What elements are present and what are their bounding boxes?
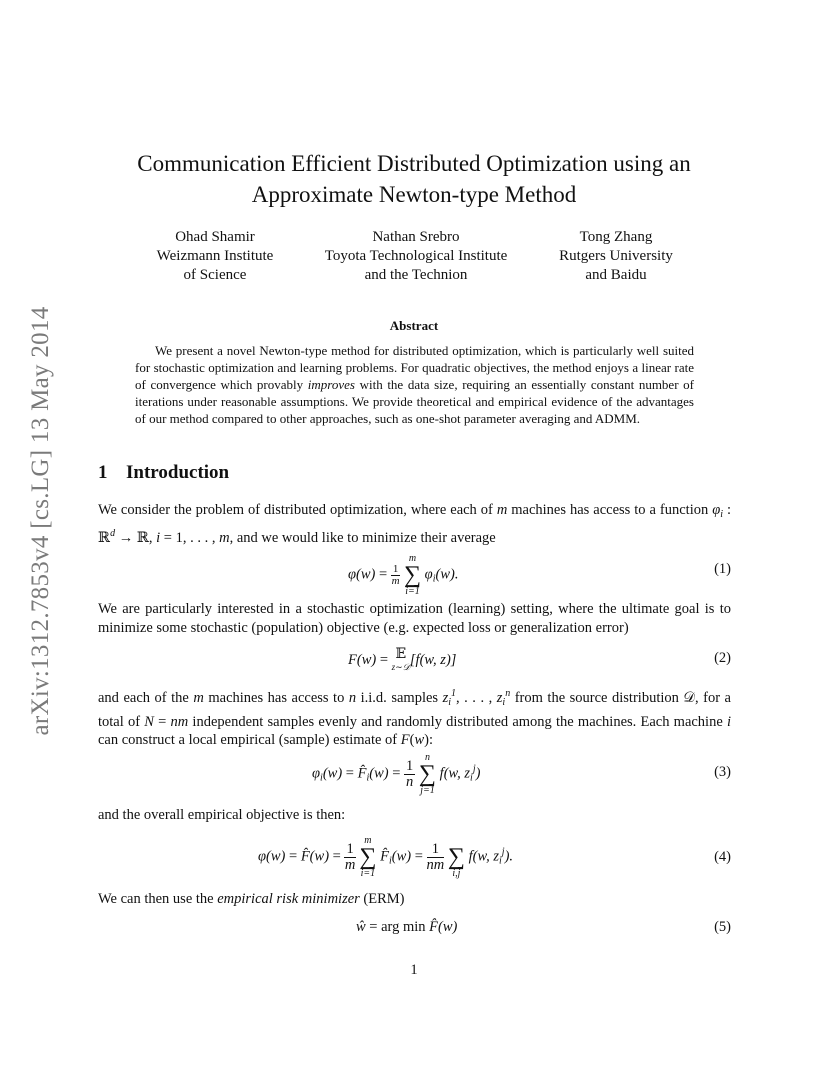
equation-number: (3) — [714, 764, 731, 780]
equation-2: F(w) = 𝔼 z∼𝒟 [f(w, z)] (2) — [348, 647, 731, 672]
equation-number: (5) — [714, 919, 731, 935]
paragraph-1: We consider the problem of distributed optimization, where each of m machines has access to a function $\varphi_i$ : ℝ$^d$ → ℝ, i = 1, . . . , m, and we would like to minimize their average — [98, 502, 731, 546]
text: , and we would like to minimize their average — [229, 529, 496, 546]
author-affiliation: of Science — [183, 267, 247, 283]
arxiv-sidebar-stamp — [24, 286, 58, 756]
equation-number: (1) — [714, 561, 731, 577]
text: and the overall empirical objective is then: — [98, 807, 346, 823]
author-block-3 — [550, 228, 682, 285]
abstract-heading: Abstract — [389, 318, 439, 333]
equation-1: φ(w) = $\frac{1}{m}$ m ∑ i=1 $\varphi_i(w)$. (1) — [348, 553, 731, 597]
text: i.i.d. samples — [356, 690, 443, 706]
author-affiliation: and Baidu — [585, 267, 647, 283]
author-affiliation: Weizmann Institute — [156, 248, 274, 264]
equation-5: ŵ = arg min F̂(w) (5) — [356, 919, 731, 935]
author-affiliation: Rutgers University — [559, 248, 673, 264]
text: (ERM) — [359, 891, 405, 907]
author-name: Tong Zhang — [579, 229, 653, 245]
author-affiliation: Toyota Technological Institute — [324, 248, 508, 264]
text: machines has access to a function — [507, 502, 713, 518]
equation-number: (4) — [714, 849, 731, 865]
paragraph-2 — [98, 600, 731, 637]
abstract-emphasis: improves — [307, 377, 355, 393]
section-title: Introduction — [126, 462, 230, 483]
text: : — [428, 732, 434, 749]
author-affiliation: and the Technion — [364, 267, 468, 283]
author-name: Nathan Srebro — [372, 229, 460, 245]
equation-4: φ(w) = F̂(w) = $\frac{1}{m}$ m ∑ i=1 $F̂_i(w)$ = $\frac{1}{nm}$ ∑ i,j f(w, $z_i^j$). (4) — [258, 835, 731, 879]
abstract-text: with the data size, requiring an essentially constant number of iterations under reasonable assumptions. We provide theoretical and empirical evidence of the advantages of our method compared to other approaches, such as one-shot parameter averaging and ADMM. — [135, 377, 694, 427]
text: can construct a local empirical (sample) estimate of — [98, 732, 401, 749]
paper-title-line-2: Approximate Newton-type Method — [251, 182, 577, 207]
author-block-2 — [312, 228, 520, 285]
abstract-body — [135, 342, 694, 427]
text: We are particularly interested in a stochastic optimization (learning) setting, where the ultimate goal is to minimize some stochastic (population) objective (e.g. expected loss or generalization error) — [98, 601, 731, 636]
emphasis: empirical risk minimizer — [217, 891, 360, 907]
section-number: 1 — [98, 462, 108, 483]
paper-title-line-1: Communication Efficient Distributed Optimization using an — [137, 151, 691, 176]
page-number: 1 — [410, 962, 418, 978]
text: machines has access to — [203, 690, 349, 706]
text: We can then use the — [98, 891, 218, 907]
text: and each of the — [98, 690, 194, 706]
paragraph-4 — [98, 806, 731, 825]
paragraph-5 — [98, 890, 731, 909]
text: , for a total of — [98, 690, 731, 730]
section-heading — [98, 462, 229, 484]
author-block-1 — [150, 228, 280, 285]
author-name: Ohad Shamir — [175, 229, 255, 245]
arxiv-id: arXiv:1312.7853v4 [cs.LG] 13 May 2014 — [27, 306, 54, 736]
text: independent samples evenly and randomly distributed among the machines. Each machine — [188, 713, 727, 730]
abstract-text: We present a novel Newton-type method for distributed optimization, which is particularly well suited for stochastic optimization and learning problems. For quadratic objectives, the method enjoys a linear rate of convergence which provably — [135, 343, 694, 393]
paragraph-3: and each of the m machines has access to n i.i.d. samples $z_i^1$, . . . , $z_i^n$ from the source distribution 𝒟, for a total of N = nm independent samples evenly and randomly distributed among the machines. Each machine i can construct a local empirical (sample) estimate of F(w): — [98, 688, 731, 749]
equation-3: $\varphi_i(w)$ = $F̂_i(w)$ = $\frac{1}{n}$ n ∑ j=1 f(w, $z_i^j$) (3) — [312, 752, 731, 796]
text: from the source distribution — [510, 690, 684, 706]
equation-number: (2) — [714, 650, 731, 666]
text: We consider the problem of distributed optimization, where each of — [98, 502, 497, 518]
